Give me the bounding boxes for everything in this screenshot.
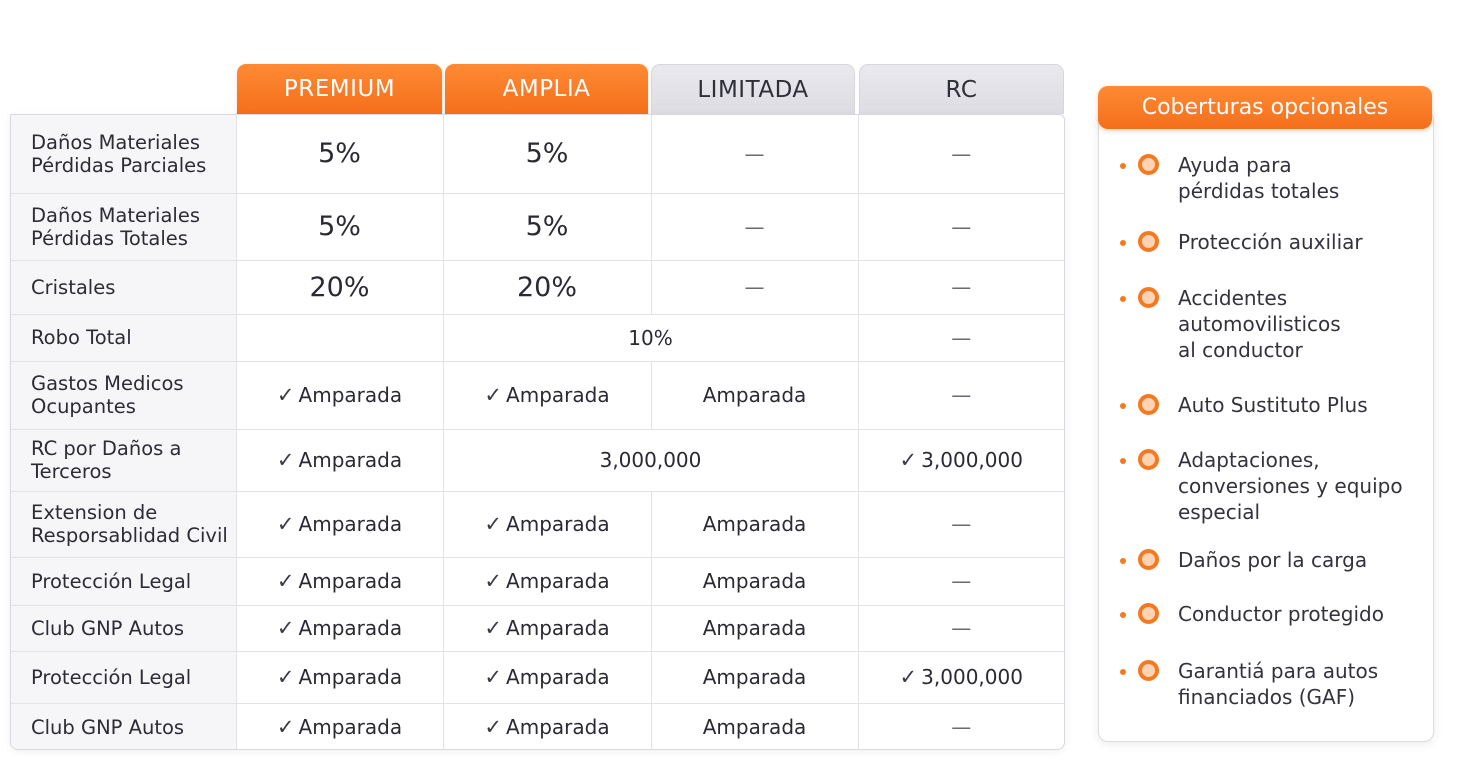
optional-item <box>1120 447 1430 525</box>
amplia-cell: ✓ Amparada <box>443 703 651 750</box>
radio-ring-icon <box>1138 549 1159 570</box>
plan-header-premium: PREMIUM <box>237 64 442 114</box>
row-label: Protección Legal <box>11 651 236 703</box>
radio-ring-icon <box>1138 603 1159 624</box>
check-icon: ✓ <box>484 569 503 593</box>
row-label: Daños Materiales Pérdidas Parciales <box>11 115 236 193</box>
check-icon: ✓ <box>484 616 503 640</box>
rc-cell: — <box>858 115 1064 193</box>
merged-cell: 10% <box>443 314 858 361</box>
bullet-dot-icon <box>1120 163 1126 169</box>
amplia-cell: ✓ Amparada <box>443 651 651 703</box>
check-icon: ✓ <box>484 512 503 536</box>
row-label: Club GNP Autos <box>11 605 236 651</box>
amplia-cell: ✓ Amparada <box>443 361 651 429</box>
row-label: Extension de Resporsablidad Civil <box>11 491 236 557</box>
check-icon: ✓ <box>899 448 918 472</box>
amplia-cell: 5% <box>443 193 651 260</box>
merged-cell: 3,000,000 <box>443 429 858 491</box>
premium-cell: 5% <box>236 193 443 260</box>
limitada-cell: Amparada <box>651 651 858 703</box>
premium-cell: ✓ Amparada <box>236 605 443 651</box>
radio-ring-icon <box>1138 287 1159 308</box>
radio-ring-icon <box>1138 394 1159 415</box>
limitada-cell: — <box>651 115 858 193</box>
plan-header-rc: RC <box>859 64 1064 114</box>
rc-cell: — <box>858 193 1064 260</box>
optional-item-label: Accidentes automovilisticos al conductor <box>1178 286 1341 362</box>
premium-cell: ✓ Amparada <box>236 557 443 605</box>
optional-item <box>1120 601 1430 627</box>
rc-cell: — <box>858 260 1064 314</box>
limitada-cell: Amparada <box>651 491 858 557</box>
table-row <box>11 703 1064 750</box>
amplia-cell: 5% <box>443 115 651 193</box>
optional-coverages-title: Coberturas opcionales <box>1098 86 1432 129</box>
optional-item-label: Daños por la carga <box>1178 548 1368 572</box>
rc-cell: — <box>858 314 1064 361</box>
limitada-cell: Amparada <box>651 361 858 429</box>
premium-cell: ✓ Amparada <box>236 491 443 557</box>
plan-header-amplia: AMPLIA <box>445 64 648 114</box>
amplia-cell: ✓ Amparada <box>443 491 651 557</box>
check-icon: ✓ <box>276 616 295 640</box>
table-row <box>11 429 1064 491</box>
limitada-cell: — <box>651 260 858 314</box>
limitada-cell: Amparada <box>651 557 858 605</box>
check-icon: ✓ <box>276 383 295 407</box>
limitada-cell: Amparada <box>651 703 858 750</box>
check-icon: ✓ <box>899 665 918 689</box>
optional-item-label: Auto Sustituto Plus <box>1178 393 1368 417</box>
rc-cell: — <box>858 557 1064 605</box>
limitada-cell: — <box>651 193 858 260</box>
rc-cell: ✓ 3,000,000 <box>858 651 1064 703</box>
check-icon: ✓ <box>484 665 503 689</box>
row-label: Robo Total <box>11 314 236 361</box>
optional-coverages-panel <box>1098 110 1434 742</box>
optional-item <box>1120 152 1430 204</box>
check-icon: ✓ <box>276 448 295 472</box>
amplia-cell: 20% <box>443 260 651 314</box>
row-label: Protección Legal <box>11 557 236 605</box>
optional-item-label: Garantiá para autos financiados (GAF) <box>1178 659 1379 709</box>
premium-cell: 5% <box>236 115 443 193</box>
rc-cell: ✓ 3,000,000 <box>858 429 1064 491</box>
bullet-dot-icon <box>1120 296 1126 302</box>
table-row <box>11 491 1064 557</box>
table-row <box>11 193 1064 260</box>
table-row <box>11 651 1064 703</box>
rc-cell: — <box>858 361 1064 429</box>
optional-item <box>1120 658 1430 710</box>
rc-cell: — <box>858 605 1064 651</box>
optional-item-label: Adaptaciones, conversiones y equipo especial <box>1178 448 1403 524</box>
bullet-dot-icon <box>1120 558 1126 564</box>
table-row <box>11 314 1064 361</box>
check-icon: ✓ <box>276 715 295 740</box>
bullet-dot-icon <box>1120 240 1126 246</box>
optional-item <box>1120 547 1430 573</box>
amplia-cell: ✓ Amparada <box>443 557 651 605</box>
check-icon: ✓ <box>484 383 503 407</box>
check-icon: ✓ <box>484 715 503 740</box>
limitada-cell: Amparada <box>651 605 858 651</box>
plan-header-limitada: LIMITADA <box>651 64 855 114</box>
table-row <box>11 260 1064 314</box>
coverage-table <box>10 114 1065 750</box>
premium-cell: ✓ Amparada <box>236 703 443 750</box>
amplia-cell: ✓ Amparada <box>443 605 651 651</box>
radio-ring-icon <box>1138 449 1159 470</box>
optional-item-label: Protección auxiliar <box>1178 230 1363 254</box>
rc-cell: — <box>858 491 1064 557</box>
radio-ring-icon <box>1138 231 1159 252</box>
check-icon: ✓ <box>276 569 295 593</box>
table-row <box>11 361 1064 429</box>
optional-item-label: Conductor protegido <box>1178 602 1384 626</box>
radio-ring-icon <box>1138 154 1159 175</box>
optional-item <box>1120 392 1430 418</box>
row-label: Cristales <box>11 260 236 314</box>
premium-cell <box>236 314 443 361</box>
bullet-dot-icon <box>1120 612 1126 618</box>
table-row <box>11 605 1064 651</box>
premium-cell: ✓ Amparada <box>236 429 443 491</box>
optional-item <box>1120 229 1430 255</box>
optional-item <box>1120 285 1430 363</box>
check-icon: ✓ <box>276 665 295 689</box>
premium-cell: ✓ Amparada <box>236 651 443 703</box>
premium-cell: 20% <box>236 260 443 314</box>
radio-ring-icon <box>1138 660 1159 681</box>
table-row <box>11 557 1064 605</box>
optional-item-label: Ayuda para pérdidas totales <box>1178 153 1340 203</box>
row-label: Club GNP Autos <box>11 703 236 750</box>
check-icon: ✓ <box>276 512 295 536</box>
bullet-dot-icon <box>1120 669 1126 675</box>
row-label: RC por Daños a Terceros <box>11 429 236 491</box>
bullet-dot-icon <box>1120 403 1126 409</box>
rc-cell: — <box>951 715 972 740</box>
bullet-dot-icon <box>1120 458 1126 464</box>
premium-cell: ✓ Amparada <box>236 361 443 429</box>
table-row <box>11 115 1064 193</box>
row-label: Daños Materiales Pérdidas Totales <box>11 193 236 260</box>
row-label: Gastos Medicos Ocupantes <box>11 361 236 429</box>
